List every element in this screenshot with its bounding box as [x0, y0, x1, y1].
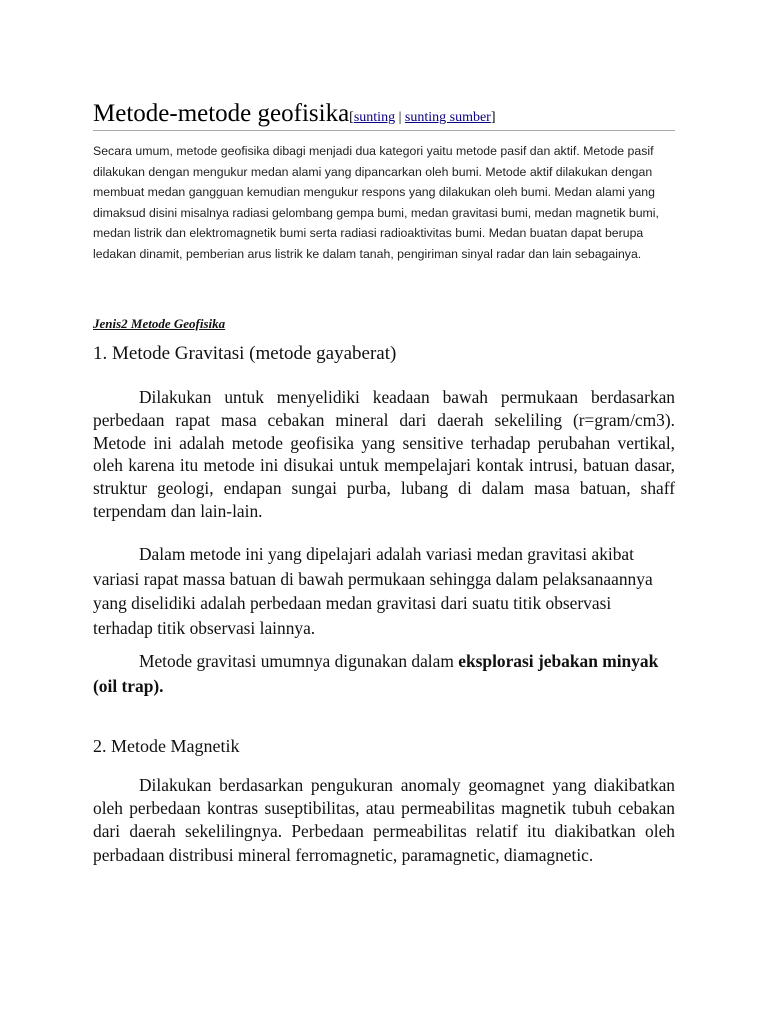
page-title: Metode-metode geofisika [93, 100, 350, 127]
bracket-open: [ [349, 110, 354, 125]
bracket-close: ] [490, 110, 496, 125]
subheading: Jenis2 Metode Geofisika [93, 316, 226, 331]
section-1-paragraph-1: Dilakukan untuk menyelidiki keadaan bawah permukaan berdasarkan perbedaan rapat masa cebakan mineral dari daerah sekeliling (r=gram/cm3). Metode ini adalah metode geofisika yang sensitive terhadap perubahan vertikal, oleh karena itu metode ini disukai untuk mempelajari kontak intrusi, batuan dasar, struktur geologi, endapan sungai purba, lubang di dalam masa batuan, shaff terpendam dan lain-lain. [93, 387, 675, 521]
section-1-paragraph-2: Dalam metode ini yang dipelajari adalah variasi medan gravitasi akibat variasi rapat massa batuan di bawah permukaan sehingga dalam pelaksanaannya yang diselidiki adalah perbedaan medan gravitasi dari suatu titik observasi terhadap titik observasi lainnya. [93, 544, 653, 638]
intro-paragraph: Secara umum, metode geofisika dibagi menjadi dua kategori yaitu metode pasif dan aktif. Metode pasif dilakukan dengan mengukur medan alami yang dipancarkan oleh bumi. Metode aktif dilakukan dengan membuat medan gangguan kemudian mengukur respons yang dilakukan oleh bumi. Medan alami yang dimaksud disini misalnya radiasi gelombang gempa bumi, medan gravitasi bumi, medan magnetik bumi, medan listrik dan elektromagnetik bumi serta radiasi radioaktivitas bumi. Medan buatan dapat berupa ledakan dinamit, pemberian arus listrik ke dalam tanah, pengiriman sinyal radar dan lain sebagainya. [93, 144, 659, 261]
section-1-title: 1. Metode Gravitasi (metode gayaberat) [93, 343, 397, 364]
section-2-title: 2. Metode Magnetik [93, 736, 240, 756]
section-1-paragraph-3 [93, 649, 675, 699]
section-2-paragraph-1: Dilakukan berdasarkan pengukuran anomaly geomagnet yang diakibatkan oleh perbedaan kontras suseptibilitas, atau permeabilitas magnetik tubuh cebakan dari daerah sekelilingnya. Perbedaan permeabilitas relatif itu diakibatkan oleh perbadaan distribusi mineral ferromagnetic, paramagnetic, diamagnetic. [93, 775, 675, 865]
edit-source-link[interactable]: sunting sumber [404, 110, 491, 125]
section-1-paragraph-3-bold: eksplorasi jebakan minyak (oil trap). [93, 651, 659, 696]
section-1-paragraph-3-text: Metode gravitasi umumnya digunakan dalam [139, 651, 459, 671]
article-heading [93, 100, 675, 131]
link-separator: | [395, 110, 405, 125]
edit-link[interactable]: sunting [353, 110, 396, 125]
